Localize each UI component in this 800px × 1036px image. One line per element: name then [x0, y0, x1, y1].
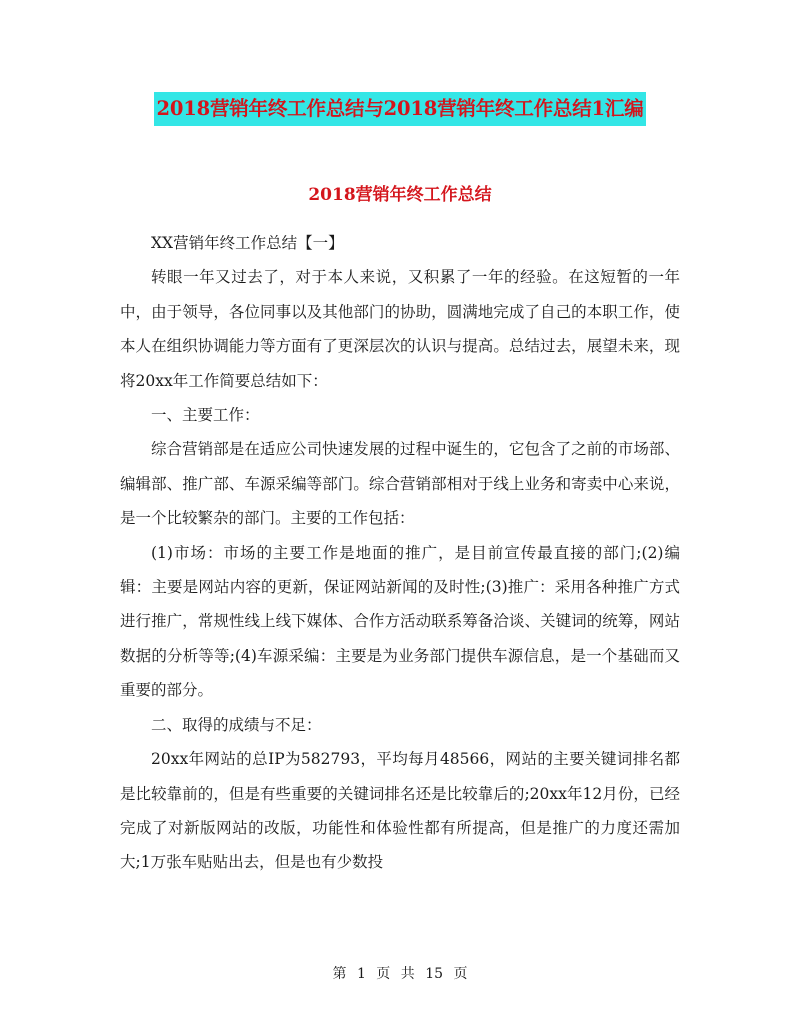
document-body	[120, 226, 680, 880]
body-paragraph: 20xx年网站的总IP为582793，平均每月48566，网站的主要关键词排名都是比较靠前的，但是有些重要的关键词排名还是比较靠后的;20xx年12月份，已经完成了对新版网站的改版，功能性和体验性都有所提高，但是推广的力度还需加大;1万张车贴贴出去，但是也有少数投	[120, 750, 680, 872]
page-footer: 第 1 页 共 15 页	[332, 966, 468, 982]
body-paragraph: 转眼一年又过去了，对于本人来说，又积累了一年的经验。在这短暂的一年中，由于领导，各位同事以及其他部门的协助，圆满地完成了自己的本职工作，使本人在组织协调能力等方面有了更深层次的认识与提高。总结过去，展望未来，现将20xx年工作简要总结如下：	[120, 268, 680, 390]
document-title-text: 2018营销年终工作总结与2018营销年终工作总结1汇编	[154, 92, 645, 126]
document-subtitle: 2018营销年终工作总结	[308, 185, 492, 205]
section-heading: 二、取得的成绩与不足：	[151, 715, 322, 734]
body-paragraph: (1)市场：市场的主要工作是地面的推广，是目前宣传最直接的部门;(2)编辑：主要是网站内容的更新，保证网站新闻的及时性;(3)推广：采用各种推广方式进行推广，常规性线上线下媒体、合作方活动联系筹备洽谈、关键词的统筹，网站数据的分析等等;(4)车源采编：主要是为业务部门提供车源信息，是一个基础而又重要的部分。	[120, 543, 680, 700]
section-heading: XX营销年终工作总结【一】	[151, 234, 344, 252]
document-title	[0, 92, 800, 127]
section-heading: 一、主要工作：	[151, 406, 260, 425]
body-paragraph: 综合营销部是在适应公司快速发展的过程中诞生的，它包含了之前的市场部、编辑部、推广部、车源采编等部门。综合营销部相对于线上业务和寄卖中心来说，是一个比较繁杂的部门。主要的工作包括：	[120, 440, 680, 528]
